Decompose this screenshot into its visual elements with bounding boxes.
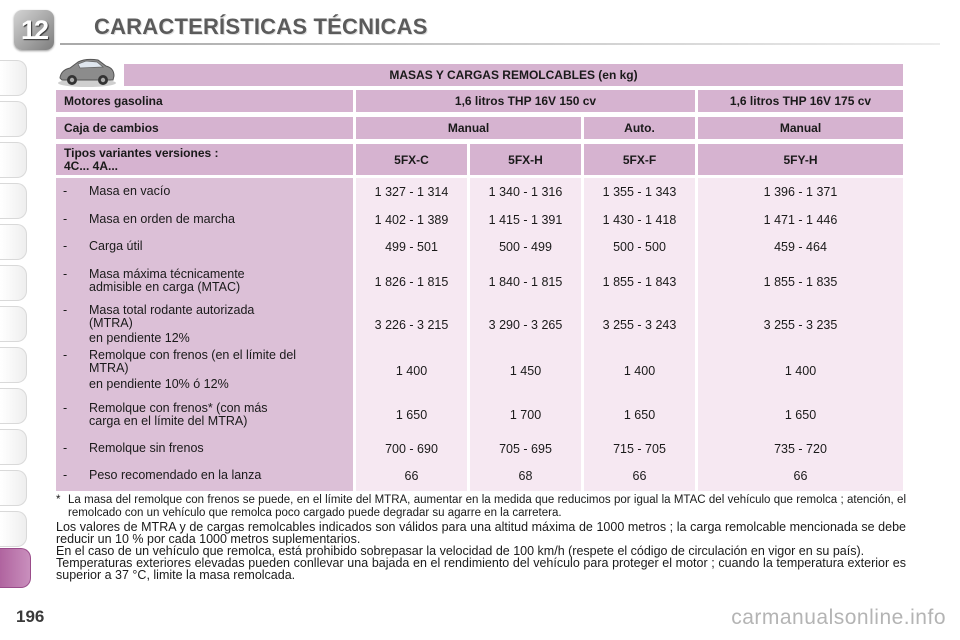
table-cell: 1 400	[784, 364, 817, 378]
table-cell: 500 - 500	[613, 240, 666, 254]
table-cell: 1 430 - 1 418	[602, 213, 677, 227]
page-title: CARACTERÍSTICAS TÉCNICAS	[94, 14, 428, 39]
row-label-line: (MTRA)	[89, 316, 133, 330]
row-dash: -	[63, 239, 68, 253]
row-label-text	[89, 304, 351, 345]
row-dash: -	[63, 468, 68, 482]
table-cell: 3 255 - 3 235	[763, 318, 838, 332]
table-cell: 1 650	[784, 408, 817, 422]
row-dash: -	[63, 267, 68, 281]
variant-header: 5FX-F	[584, 144, 695, 175]
row-dash: -	[63, 303, 68, 317]
gearbox-header: Auto.	[584, 117, 695, 139]
table-section-title: MASAS Y CARGAS REMOLCABLES (en kg)	[124, 64, 903, 86]
chapter-tab[interactable]	[0, 347, 27, 383]
table-cell: 1 400	[395, 364, 428, 378]
table-cell: 700 - 690	[385, 442, 438, 456]
engine-header: 1,6 litros THP 16V 175 cv	[698, 90, 903, 112]
table-cell: 3 290 - 3 265	[488, 318, 563, 332]
row-dash: -	[63, 401, 68, 415]
note-paragraph: Temperaturas exteriores elevadas pueden conllevar una bajada en el rendimiento del vehículo para proteger el motor ; cuando la temperatura exterior es superior a 37 °C, limite la masa remolcada.	[56, 556, 906, 582]
row-dash: -	[63, 348, 68, 362]
gearbox-header: Manual	[698, 117, 903, 139]
table-cell: 1 340 - 1 316	[488, 185, 563, 199]
variant-header: 5FX-C	[356, 144, 467, 175]
table-cell: 499 - 501	[385, 240, 438, 254]
row-label-text	[89, 349, 351, 391]
footnote-marker: *	[56, 494, 61, 506]
chapter-tab[interactable]	[0, 388, 27, 424]
table-cell: 1 826 - 1 815	[374, 275, 449, 289]
row-label-text: Peso recomendado en la lanza	[89, 468, 262, 482]
row-dash: -	[63, 212, 68, 226]
chapter-tab[interactable]	[0, 224, 27, 260]
note-paragraph: En el caso de un vehículo que remolca, está prohibido sobrepasar la velocidad de 100 km/h (respete el código de circulación en vigor en su país).	[56, 544, 865, 558]
row-label-line: carga en el límite del MTRA)	[89, 414, 248, 428]
chapter-tab[interactable]	[0, 511, 27, 547]
table-cell: 1 327 - 1 314	[374, 185, 449, 199]
table-cell: 66	[632, 469, 647, 483]
table-cell: 3 255 - 3 243	[602, 318, 677, 332]
row-label-line: en pendiente 12%	[89, 331, 190, 345]
footnote	[56, 494, 906, 519]
gearbox-label: Caja de cambios	[56, 117, 353, 139]
row-label-text: Masa en vacío	[89, 184, 171, 198]
table-cell: 1 650	[395, 408, 428, 422]
row-label-line: Masa máxima técnicamente	[89, 267, 245, 281]
notes-block	[56, 521, 906, 581]
table-cell: 66	[793, 469, 808, 483]
table-cell: 1 840 - 1 815	[488, 275, 563, 289]
table-cell: 1 450	[509, 364, 542, 378]
table-cell: 1 415 - 1 391	[488, 213, 563, 227]
table-cell: 459 - 464	[774, 240, 827, 254]
chapter-tab[interactable]	[0, 142, 27, 178]
table-cell: 66	[404, 469, 419, 483]
row-label-text	[89, 268, 351, 294]
table-cell: 1 355 - 1 343	[602, 185, 677, 199]
table-cell: 715 - 705	[613, 442, 666, 456]
row-label-text: Carga útil	[89, 239, 143, 253]
variant-header: 5FY-H	[698, 144, 903, 175]
row-label-line: Remolque con frenos (en el límite del	[89, 348, 297, 362]
table-cell: 735 - 720	[774, 442, 827, 456]
row-label-line: admisible en carga (MTAC)	[89, 280, 241, 294]
table-cell: 1 700	[509, 408, 542, 422]
row-dash: -	[63, 184, 68, 198]
table-cell: 1 650	[623, 408, 656, 422]
table-cell: 500 - 499	[499, 240, 552, 254]
table-cell: 1 855 - 1 835	[763, 275, 838, 289]
engine-header: 1,6 litros THP 16V 150 cv	[356, 90, 695, 112]
chapter-tab[interactable]	[0, 101, 27, 137]
row-label-line: en pendiente 10% ó 12%	[89, 377, 229, 391]
table-cell: 3 226 - 3 215	[374, 318, 449, 332]
row-label-text: Remolque sin frenos	[89, 441, 204, 455]
header-divider	[60, 43, 940, 45]
row-label-line: MTRA)	[89, 361, 129, 375]
engines-label: Motores gasolina	[56, 90, 353, 112]
table-cell: 68	[518, 469, 533, 483]
chapter-tab[interactable]	[0, 470, 27, 506]
chapter-tab[interactable]	[0, 429, 27, 465]
footnote-text: La masa del remolque con frenos se puede, en el límite del MTRA, aumentar en la medida que reducimos por igual la MTAC del vehículo que remolca ; atención, el remolcado con un vehículo que remolca poco cargado puede degradar su agarre en la carretera.	[68, 494, 906, 519]
chapter-number-badge: 12	[14, 10, 54, 50]
variant-header: 5FX-H	[470, 144, 581, 175]
table-cell: 705 - 695	[499, 442, 552, 456]
chapter-tab[interactable]	[0, 183, 27, 219]
row-dash: -	[63, 441, 68, 455]
variants-label-line: 4C... 4A...	[64, 158, 119, 173]
chapter-tab[interactable]	[0, 60, 27, 96]
car-icon	[56, 56, 118, 90]
row-label-line: Remolque con frenos* (con más	[89, 401, 268, 415]
note-paragraph: Los valores de MTRA y de cargas remolcables indicados son válidos para una altitud máxima de 1000 metros ; la carga remolcable mencionada se debe reducir un 10 % por cada 1000 metros suplementarios.	[56, 520, 906, 546]
table-cell: 1 402 - 1 389	[374, 213, 449, 227]
row-label-text: Masa en orden de marcha	[89, 212, 235, 226]
page-number: 196	[16, 607, 45, 626]
gearbox-header: Manual	[356, 117, 581, 139]
table-cell: 1 396 - 1 371	[763, 185, 838, 199]
variants-label	[56, 144, 353, 175]
chapter-tab-active[interactable]	[0, 548, 31, 588]
table-cell: 1 400	[623, 364, 656, 378]
table-cell: 1 855 - 1 843	[602, 275, 677, 289]
chapter-tab[interactable]	[0, 265, 27, 301]
variants-label-line: Tipos variantes versiones :	[64, 145, 219, 160]
chapter-tab[interactable]	[0, 306, 27, 342]
row-label-line: Masa total rodante autorizada	[89, 303, 255, 317]
table-cell: 1 471 - 1 446	[763, 213, 838, 227]
row-label-text	[89, 402, 351, 428]
watermark: carmanualsonline.info	[731, 606, 946, 629]
